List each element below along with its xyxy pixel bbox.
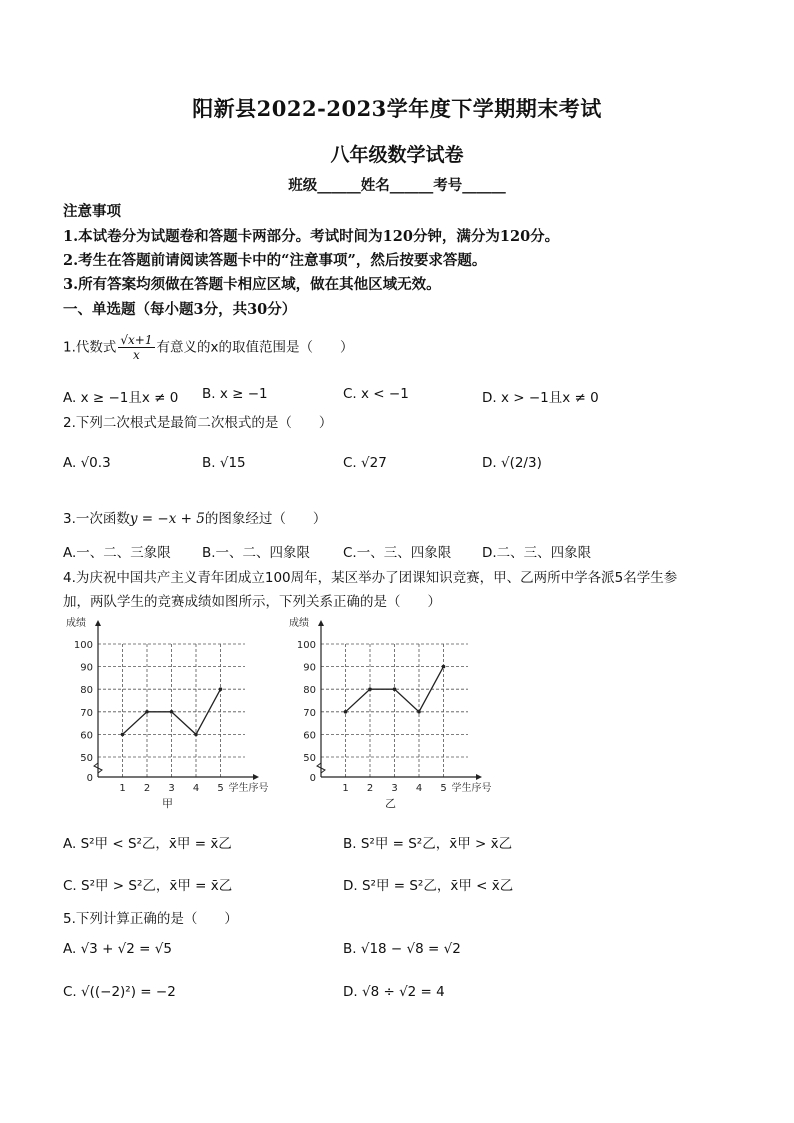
q3-post: 的图象经过（ ） [204, 511, 327, 527]
data-point [393, 687, 397, 691]
question-2: 2.下列二次根式是最简二次根式的是（ ） [63, 415, 333, 431]
x-tick-label: 5 [217, 783, 224, 794]
y-tick-label: 50 [80, 753, 93, 764]
q1-option-a: A. x ≥ −1且x ≠ 0 [63, 390, 179, 406]
x-axis-arrow [253, 774, 259, 780]
question-3 [63, 507, 326, 527]
question-5: 5.下列计算正确的是（ ） [63, 911, 238, 927]
y-tick-label: 70 [303, 707, 316, 719]
q3-option-d: D.二、三、四象限 [482, 545, 592, 561]
x-axis-title: 学生序号 [228, 783, 269, 794]
y-axis-arrow [318, 620, 324, 626]
data-point [368, 687, 372, 691]
data-point [145, 710, 149, 714]
notice-item-3: 3.所有答案均须做在答题卡相应区域，做在其他区域无效。 [63, 276, 441, 293]
y-axis-title: 成绩 [289, 618, 309, 629]
question-4-line-2: 加，两队学生的竞赛成绩如图所示，下列关系正确的是（ ） [63, 594, 441, 610]
chart-caption: 甲 [162, 797, 173, 810]
data-point [344, 710, 348, 714]
y-axis-title: 成绩 [66, 618, 86, 629]
q2-option-d: D. √(2/3) [482, 455, 542, 471]
q3-option-c: C.一、三、四象限 [343, 545, 452, 561]
q3-expression: y = −x + 5 [129, 511, 205, 527]
chart-yi [283, 612, 518, 817]
data-point [170, 710, 174, 714]
q1-post: 有意义的x的取值范围是（ ） [156, 339, 354, 356]
exam-subtitle: 八年级数学试卷 [330, 144, 464, 166]
q2-option-c: C. √27 [343, 455, 387, 471]
q1-fraction [118, 333, 154, 362]
q4-option-c: C. S²甲 > S²乙，x̄甲 = x̄乙 [63, 878, 233, 894]
x-tick-label: 3 [168, 783, 175, 794]
data-point [121, 733, 125, 737]
y-tick-label: 80 [80, 685, 93, 697]
x-axis-title: 学生序号 [451, 783, 492, 794]
question-1 [63, 333, 354, 362]
y-tick-label: 50 [303, 753, 316, 764]
y-tick-label: 90 [303, 662, 316, 674]
q2-option-a: A. √0.3 [63, 455, 111, 471]
x-tick-label: 1 [342, 783, 349, 794]
y-tick-label: 60 [80, 730, 93, 742]
x-tick-label: 4 [192, 783, 200, 794]
x-tick-label: 4 [415, 783, 423, 794]
q5-option-c: C. √((−2)²) = −2 [63, 984, 176, 1000]
chart-jia [60, 612, 295, 817]
x-tick-label: 2 [143, 783, 151, 794]
y-tick-label: 60 [303, 730, 316, 742]
x-tick-label: 3 [391, 783, 398, 794]
y-axis-arrow [95, 620, 101, 626]
student-info-line: 班级______姓名______考号______ [288, 177, 506, 194]
exam-title: 阳新县2022-2023学年度下学期期末考试 [192, 96, 602, 121]
notice-item-2: 2.考生在答题前请阅读答题卡中的“注意事项”，然后按要求答题。 [63, 252, 487, 269]
q1-denominator: x [133, 348, 140, 362]
q1-option-b: B. x ≥ −1 [202, 386, 268, 402]
y-tick-label: 70 [80, 707, 93, 719]
section-heading: 一、单选题（每小题3分，共30分） [63, 301, 297, 318]
q2-option-b: B. √15 [202, 455, 246, 471]
data-point [442, 665, 446, 669]
q5-option-a: A. √3 + √2 = √5 [63, 941, 172, 957]
q4-option-d: D. S²甲 = S²乙，x̄甲 < x̄乙 [343, 878, 514, 894]
data-point [219, 687, 223, 691]
notice-item-1: 1.本试卷分为试题卷和答题卡两部分。考试时间为120分钟，满分为120分。 [63, 228, 560, 245]
y-tick-label: 90 [80, 662, 93, 674]
question-4-line-1: 4.为庆祝中国共产主义青年团成立100周年，某区举办了团课知识竞赛，甲、乙两所中学各派5名学生参 [63, 570, 678, 586]
q5-option-b: B. √18 − √8 = √2 [343, 941, 461, 957]
y-tick-label: 80 [303, 685, 316, 697]
chart-caption: 乙 [385, 797, 396, 810]
q3-option-a: A.一、二、三象限 [63, 545, 171, 561]
y-tick-label: 0 [309, 773, 316, 784]
q4-option-a: A. S²甲 < S²乙，x̄甲 = x̄乙 [63, 836, 232, 852]
y-tick-label: 0 [86, 773, 93, 784]
q1-option-c: C. x < −1 [343, 386, 409, 402]
q1-option-d: D. x > −1且x ≠ 0 [482, 390, 599, 406]
q5-option-d: D. √8 ÷ √2 = 4 [343, 984, 445, 1000]
x-tick-label: 1 [119, 783, 126, 794]
data-point [194, 733, 198, 737]
q1-pre: 1.代数式 [63, 339, 117, 356]
q3-pre: 3.一次函数 [63, 511, 130, 527]
x-tick-label: 2 [366, 783, 374, 794]
q1-numerator: √x+1 [120, 333, 153, 347]
data-point [417, 710, 421, 714]
x-axis-arrow [476, 774, 482, 780]
q4-option-b: B. S²甲 = S²乙，x̄甲 > x̄乙 [343, 836, 513, 852]
q3-option-b: B.一、二、四象限 [202, 545, 311, 561]
x-tick-label: 5 [440, 783, 447, 794]
notice-heading: 注意事项 [63, 203, 121, 220]
y-tick-label: 100 [296, 640, 316, 651]
y-tick-label: 100 [73, 640, 93, 651]
